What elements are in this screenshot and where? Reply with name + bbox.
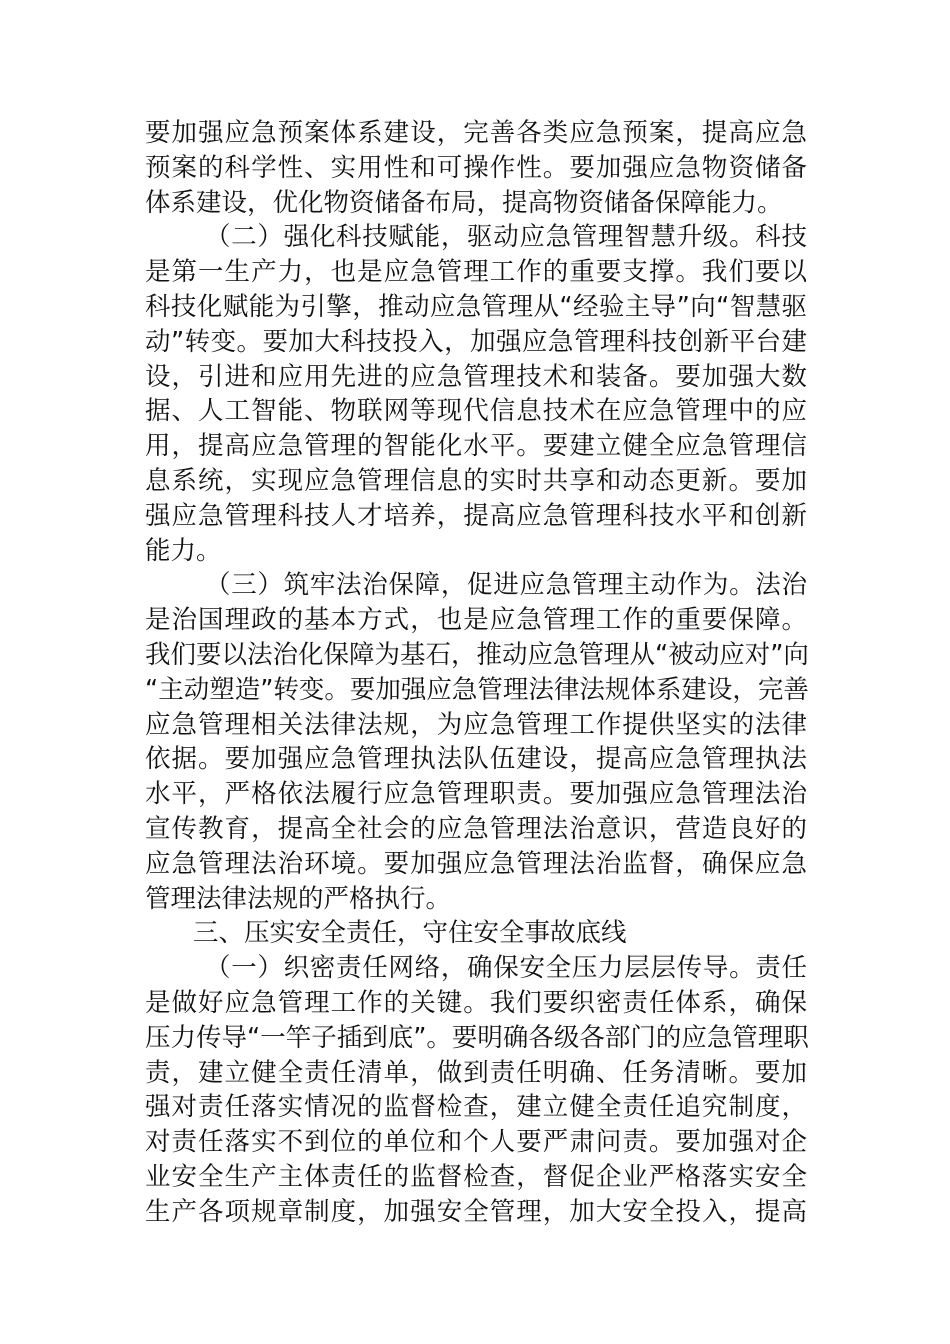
section-heading (145, 916, 807, 951)
text-line: 是做好应急管理工作的关键。我们要织密责任体系，确保 (145, 987, 807, 1018)
text-line: 宣传教育，提高全社会的应急管理法治意识，营造良好的 (145, 813, 807, 844)
text-line: 生产各项规章制度，加强安全管理，加大安全投入，提高 (145, 1196, 807, 1227)
text-line: 管理法律法规的严格执行。 (145, 883, 452, 914)
text-line: 据、人工智能、物联网等现代信息技术在应急管理中的应 (145, 396, 807, 427)
text-line: 依据。要加强应急管理执法队伍建设，提高应急管理执法 (145, 744, 807, 775)
document-body (145, 116, 807, 1230)
text-line: 应急管理法治环境。要加强应急管理法治监督，确保应急 (145, 848, 807, 879)
text-line: （三）筑牢法治保障，促进应急管理主动作为。法治 (205, 570, 807, 601)
text-line: 应急管理相关法律法规，为应急管理工作提供坚实的法律 (145, 709, 807, 740)
text-line: 能力。 (145, 535, 222, 566)
text-line: 体系建设，优化物资储备布局，提高物资储备保障能力。 (145, 187, 783, 218)
text-line: 强对责任落实情况的监督检查，建立健全责任追究制度， (145, 1092, 807, 1123)
text-line: 科技化赋能为引擎，推动应急管理从“经验主导”向“智慧驱 (145, 291, 807, 322)
paragraph (145, 951, 807, 1229)
text-line: 是治国理政的基本方式，也是应急管理工作的重要保障。 (145, 605, 807, 636)
text-line: 预案的科学性、实用性和可操作性。要加强应急物资储备 (145, 152, 807, 183)
text-line: 息系统，实现应急管理信息的实时共享和动态更新。要加 (145, 465, 807, 496)
text-line: 用，提高应急管理的智能化水平。要建立健全应急管理信 (145, 431, 807, 462)
text-line: 我们要以法治化保障为基石，推动应急管理从“被动应对”向 (145, 639, 809, 670)
paragraph (145, 220, 807, 568)
paragraph (145, 568, 807, 916)
paragraph (145, 116, 807, 220)
text-line: 动”转变。要加大科技投入，加强应急管理科技创新平台建 (145, 326, 807, 357)
text-line: 是第一生产力，也是应急管理工作的重要支撑。我们要以 (145, 257, 807, 288)
text-line: 强应急管理科技人才培养，提高应急管理科技水平和创新 (145, 500, 807, 531)
text-line: “主动塑造”转变。要加强应急管理法律法规体系建设，完善 (145, 674, 809, 705)
text-line: 设，引进和应用先进的应急管理技术和装备。要加强大数 (145, 361, 807, 392)
text-line: 要加强应急预案体系建设，完善各类应急预案，提高应急 (145, 118, 807, 148)
text-line: 水平，严格依法履行应急管理职责。要加强应急管理法治 (145, 779, 807, 810)
text-line: 业安全生产主体责任的监督检查，督促企业严格落实安全 (145, 1161, 807, 1192)
text-line: （一）织密责任网络，确保安全压力层层传导。责任 (205, 953, 807, 984)
text-line: 责，建立健全责任清单，做到责任明确、任务清晰。要加 (145, 1057, 807, 1088)
text-line: （二）强化科技赋能，驱动应急管理智慧升级。科技 (205, 222, 807, 253)
text-line: 三、压实安全责任，守住安全事故底线 (193, 918, 627, 949)
text-line: 压力传导“一竿子插到底”。要明确各级各部门的应急管理职 (145, 1022, 809, 1053)
text-line: 对责任落实不到位的单位和个人要严肃问责。要加强对企 (145, 1127, 807, 1158)
